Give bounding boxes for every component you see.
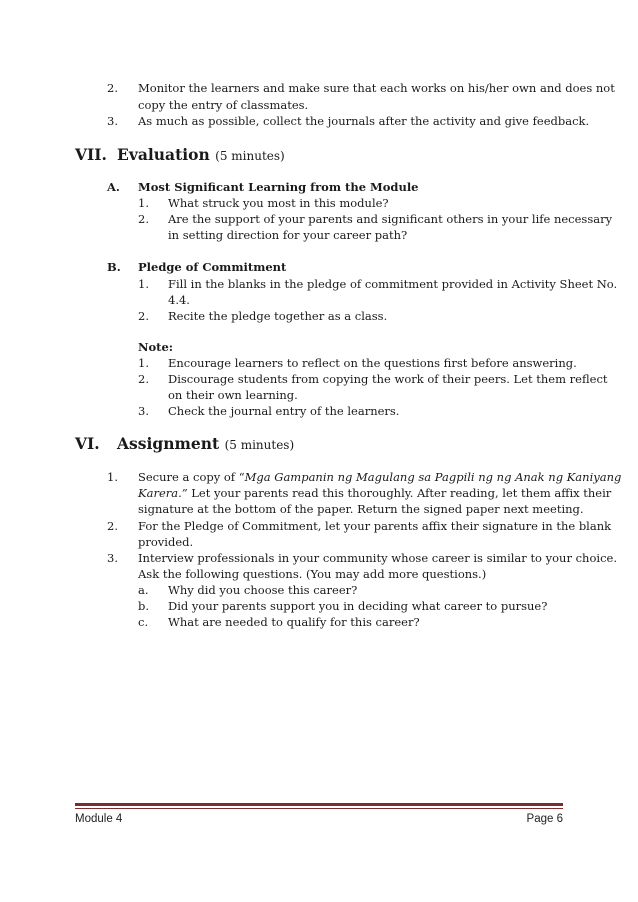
list-number: 2. [138, 212, 149, 226]
list-item-line: Ask the following questions. (You may add more questions.) [138, 567, 487, 581]
italic-title: Mga Gampanin ng Magulang sa Pagpili ng ng Anak ng Kaniyang [244, 470, 622, 484]
part-title: Most Significant Learning from the Module [138, 180, 419, 194]
question-text: Did your parents support you in deciding what career to pursue? [168, 599, 548, 613]
section-duration: (5 minutes) [224, 438, 295, 452]
section-heading-assignment [75, 434, 294, 455]
list-number: 3. [107, 551, 118, 565]
list-item-line [138, 485, 611, 502]
section-title: Assignment [117, 434, 220, 453]
question-letter: c. [138, 615, 149, 629]
list-number: 2. [107, 519, 118, 533]
list-item-line: Discourage students from copying the work of their peers. Let them reflect [168, 372, 608, 386]
note-title: Note: [138, 340, 174, 354]
footer-module-label: Module 4 [75, 813, 123, 825]
list-item-line [138, 469, 621, 486]
list-number: 2. [138, 372, 149, 386]
list-item-line: on their own learning. [168, 388, 298, 402]
list-number: 1. [138, 196, 149, 210]
part-title: Pledge of Commitment [138, 260, 287, 274]
part-letter: A. [107, 180, 120, 194]
list-number: 1. [138, 277, 149, 291]
list-item-line: For the Pledge of Commitment, let your parents affix their signature in the blank [138, 519, 612, 533]
question-text: Why did you choose this career? [168, 583, 358, 597]
footer-page-number: Page 6 [526, 813, 563, 825]
list-number: 3. [138, 404, 149, 418]
footer-rule-thin [75, 808, 563, 809]
list-item-line: Recite the pledge together as a class. [168, 309, 388, 323]
list-item-line: What struck you most in this module? [168, 196, 389, 210]
list-item-line: Monitor the learners and make sure that each works on his/her own and does not [138, 81, 615, 95]
list-number: 1. [138, 356, 149, 370]
part-letter: B. [107, 260, 121, 274]
italic-title-cont: Karera.” [138, 486, 188, 500]
list-item-line: Are the support of your parents and significant others in your life necessary [168, 212, 613, 226]
list-item-line: provided. [138, 535, 194, 549]
question-letter: a. [138, 583, 149, 597]
list-item-line: Encourage learners to reflect on the questions first before answering. [168, 356, 577, 370]
list-item-line: As much as possible, collect the journals after the activity and give feedback. [138, 114, 590, 128]
list-item-line: Fill in the blanks in the pledge of commitment provided in Activity Sheet No. [168, 277, 618, 291]
list-item-line: 4.4. [168, 293, 190, 307]
section-number: VII. [75, 145, 107, 164]
list-number: 1. [107, 470, 118, 484]
section-number: VI. [75, 434, 100, 453]
footer-rule-thick [75, 803, 563, 806]
section-title: Evaluation [117, 145, 210, 164]
list-number: 3. [107, 114, 118, 128]
text-rest: Let your parents read this thoroughly. After reading, let them affix their [187, 486, 612, 500]
question-text: What are needed to qualify for this career? [168, 615, 420, 629]
list-item-line: in setting direction for your career path? [168, 228, 408, 242]
list-item-line: Interview professionals in your community whose career is similar to your choice. [138, 551, 617, 565]
list-item-line: signature at the bottom of the paper. Return the signed paper next meeting. [138, 502, 584, 516]
question-letter: b. [138, 599, 150, 613]
list-item-line: Check the journal entry of the learners. [168, 404, 400, 418]
section-duration: (5 minutes) [215, 149, 285, 163]
list-number: 2. [107, 81, 118, 95]
list-item-line: copy the entry of classmates. [138, 98, 309, 112]
text-prefix: Secure a copy of “ [138, 470, 245, 484]
list-number: 2. [138, 309, 149, 323]
section-heading-evaluation [75, 145, 285, 166]
